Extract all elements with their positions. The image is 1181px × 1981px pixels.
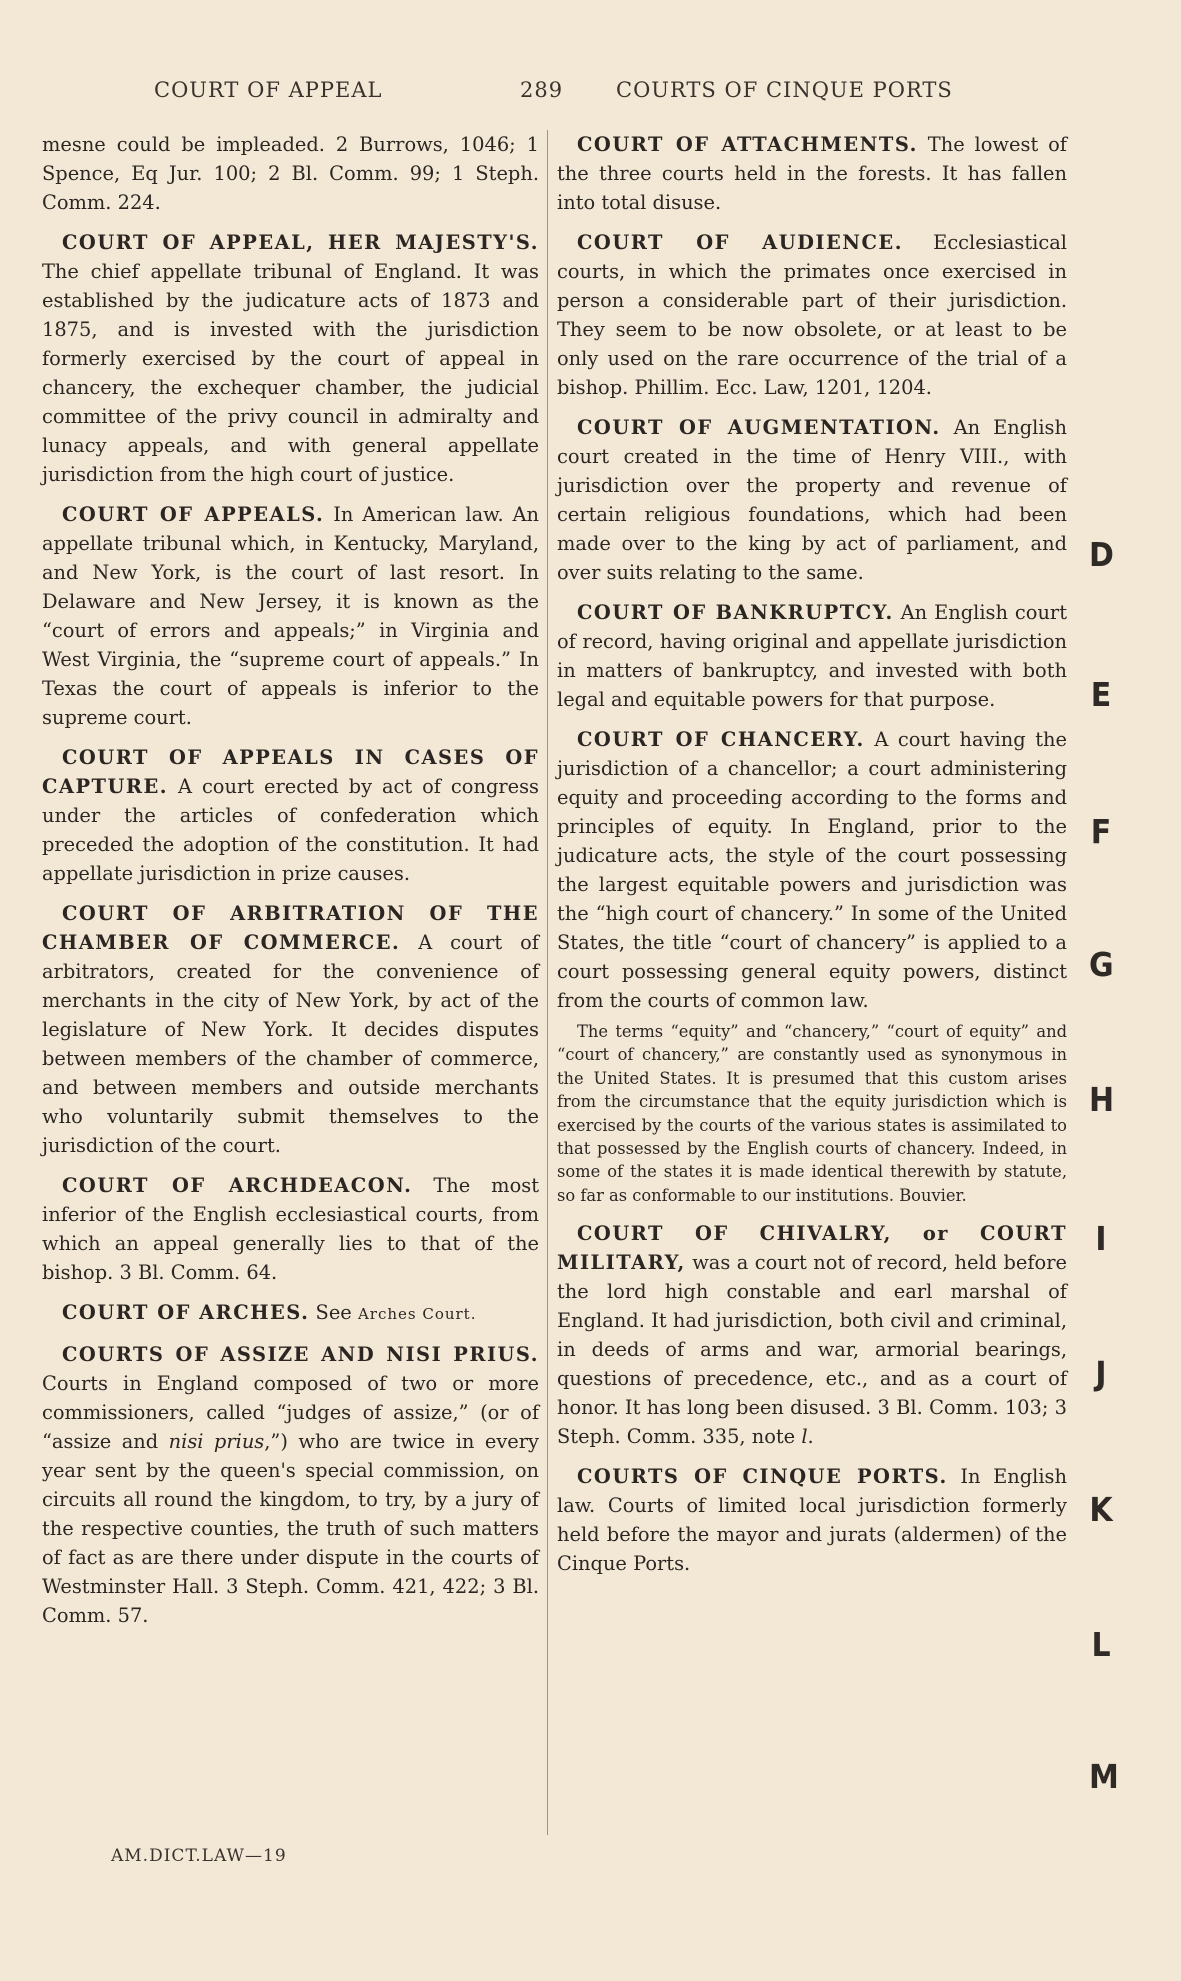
entry-headword: COURT OF APPEALS. — [62, 503, 325, 526]
thumb-index-letter: L — [1091, 1626, 1111, 1665]
entry-headword: COURT OF AUDIENCE. — [577, 231, 903, 254]
continuation-text: mesne could be impleaded. 2 Burrows, 1046; 1 Spence, Eq Jur. 100; 2 Bl. Comm. 99; 1 Steph. Comm. 224. — [42, 133, 539, 214]
italic-term: l — [801, 1425, 808, 1449]
header-right-guide-word: COURTS OF CINQUE PORTS — [616, 78, 953, 102]
entry-definition-end: . — [807, 1425, 814, 1449]
signature-footer: AM.DICT.LAW—19 — [111, 1846, 287, 1866]
thumb-index-letter: J — [1095, 1355, 1107, 1394]
entry-courts-of-cinque-ports — [557, 1462, 1067, 1578]
entry-definition: In American law. An appellate tribunal which, in Kentucky, Maryland, and New York, is the court of last resort. In Delaware and New Jersey, it is known as the “court of errors and appeals;” in Virginia and West Virginia, the “supreme court of appeals.” In Texas the court of appeals is inferior to the supreme court. — [42, 503, 539, 729]
entry-definition: The chief appellate tribunal of England. It was established by the judicature acts of 1873 and 1875, and is invested with the jurisdiction formerly exercised by the court of appeal in chancery, the exchequer chamber, the judicial committee of the privy council in admiralty and lunacy appeals, and with general appellate jurisdiction from the high court of justice. — [42, 260, 539, 486]
running-header — [150, 78, 990, 108]
thumb-index-letter: K — [1089, 1491, 1113, 1530]
entry-headword: COURT OF ARBITRATION OF THE CHAMBER OF COMMERCE. — [42, 902, 539, 954]
entry-headword: COURTS OF CINQUE PORTS. — [577, 1465, 948, 1489]
entry-definition: was a court not of record, held before the lord high constable and earl marshal of England. It had jurisdiction, both civil and criminal, in deeds of arms and war, armorial bearings, questions of precedence, etc., and as a court of honor. It has long been disused. 3 Bl. Comm. 103; 3 Steph. Comm. 335, note — [557, 1251, 1067, 1449]
entry-headword: COURT OF CHANCERY. — [577, 728, 865, 751]
entry-definition-end: ,”) who are twice in every year sent by the queen's special commission, on circuits all round the kingdom, to try, by a jury of the respective counties, the truth of such matters of fact as are there under dispute in the courts of Westminster Hall. 3 Steph. Comm. 421, 422; 3 Bl. Comm. 57. — [42, 1430, 539, 1627]
thumb-index-letter: M — [1089, 1758, 1119, 1797]
entry-see-label: See — [315, 1301, 352, 1324]
entry-court-of-appeals — [42, 500, 539, 732]
thumb-index-letter: G — [1089, 946, 1114, 985]
entry-headword: COURT OF APPEAL, HER MAJESTY'S. — [62, 231, 539, 254]
entry-definition: Courts in England composed of two or more commissioners, called “judges of assize,” (or of “assize and — [42, 1372, 539, 1453]
entry-definition: In English law. Courts of limited local jurisdiction formerly held before the mayor and jurats (aldermen) of the Cinque Ports. — [557, 1465, 1067, 1576]
entry-headword: COURT OF ATTACHMENTS. — [577, 133, 918, 156]
entry-headword: COURT OF AUGMENTATION. — [577, 416, 941, 439]
entry-definition: A court of arbitrators, created for the convenience of merchants in the city of New York, by act of the legislature of New York. It decides disputes between members of the chamber of commerce, and between members and outside merchants who voluntarily submit themselves to the jurisdiction of the court. — [42, 931, 539, 1157]
entry-court-of-bankruptcy — [557, 598, 1067, 714]
entry-court-of-arches — [42, 1298, 539, 1329]
entry-court-of-archdeacon — [42, 1171, 539, 1287]
thumb-index-letter: F — [1090, 813, 1112, 852]
entry-definition: The most inferior of the English ecclesiastical courts, from which an appeal generally lies to that of the bishop. 3 Bl. Comm. 64. — [42, 1174, 539, 1284]
thumb-index-letter: E — [1090, 676, 1112, 715]
entry-court-of-chancery — [557, 725, 1067, 1015]
entry-court-of-appeal — [42, 228, 539, 489]
entry-headword: COURT OF BANKRUPTCY. — [577, 601, 894, 624]
cross-reference: Arches Court. — [357, 1305, 477, 1323]
entry-court-of-augmentation — [557, 413, 1067, 587]
right-column — [557, 130, 1067, 1589]
entry-courts-of-assize — [42, 1340, 539, 1630]
italic-term: nisi prius — [168, 1430, 265, 1453]
entry-definition: An English court created in the time of Henry VIII., with jurisdiction over the property and revenue of certain religious foundations, which had been made over to the king by act of parliament, and over suits relating to the same. — [557, 416, 1067, 584]
entry-headword: COURT OF APPEALS IN CASES OF CAPTURE. — [42, 746, 539, 798]
thumb-index-letter: H — [1089, 1081, 1115, 1120]
page-number: 289 — [520, 78, 564, 102]
entry-court-of-arbitration — [42, 899, 539, 1160]
entry-court-of-attachments — [557, 130, 1067, 217]
chancery-note: The terms “equity” and “chancery,” “court of equity” and “court of chancery,” are constantly used as synonymous in the United States. It is presumed that this custom arises from the circumstance that the equity jurisdiction which is exercised by the courts of the various states is assimilated to that possessed by the English courts of chancery. Indeed, in some of the states it is made identical therewith by statute, so far as conformable to our institutions. Bouvier. — [557, 1022, 1067, 1205]
entry-definition: Ecclesiastical courts, in which the primates once exercised in person a considerable part of their jurisdiction. They seem to be now obsolete, or at least to be only used on the rare occurrence of the trial of a bishop. Phillim. Ecc. Law, 1201, 1204. — [557, 231, 1068, 399]
column-divider — [547, 130, 548, 1835]
header-left-guide-word: COURT OF APPEAL — [154, 78, 383, 102]
entry-headword: COURT OF ARCHDEACON. — [62, 1174, 413, 1197]
left-column — [42, 130, 539, 1641]
entry-definition: A court erected by act of congress under the articles of confederation which preceded the adoption of the constitution. It had appellate jurisdiction in prize causes. — [42, 775, 540, 885]
thumb-index-letter: I — [1095, 1220, 1107, 1259]
thumb-index-letter: D — [1089, 536, 1114, 575]
entry-headword: COURTS OF ASSIZE AND NISI PRIUS. — [62, 1343, 539, 1366]
entry-definition: The lowest of the three courts held in the forests. It has fallen into total disuse. — [557, 133, 1067, 214]
entry-headword: COURT OF ARCHES. — [62, 1301, 310, 1324]
entry-definition: An English court of record, having original and appellate jurisdiction in matters of bankruptcy, and invested with both legal and equitable powers for that purpose. — [557, 601, 1067, 711]
entry-court-of-chivalry — [557, 1219, 1067, 1451]
entry-appeals-in-cases-of-capture — [42, 743, 539, 888]
entry-definition: A court having the jurisdiction of a chancellor; a court administering equity and proceeding according to the forms and principles of equity. In England, prior to the judicature acts, the style of the court possessing the largest equitable powers and jurisdiction was the “high court of chancery.” In some of the United States, the title “court of chancery” is applied to a court possessing general equity powers, distinct from the courts of common law. — [557, 728, 1067, 1012]
entry-headword: COURT OF CHIVALRY, or COURT MILITARY, — [557, 1222, 1067, 1275]
entry-court-of-audience — [557, 228, 1067, 402]
